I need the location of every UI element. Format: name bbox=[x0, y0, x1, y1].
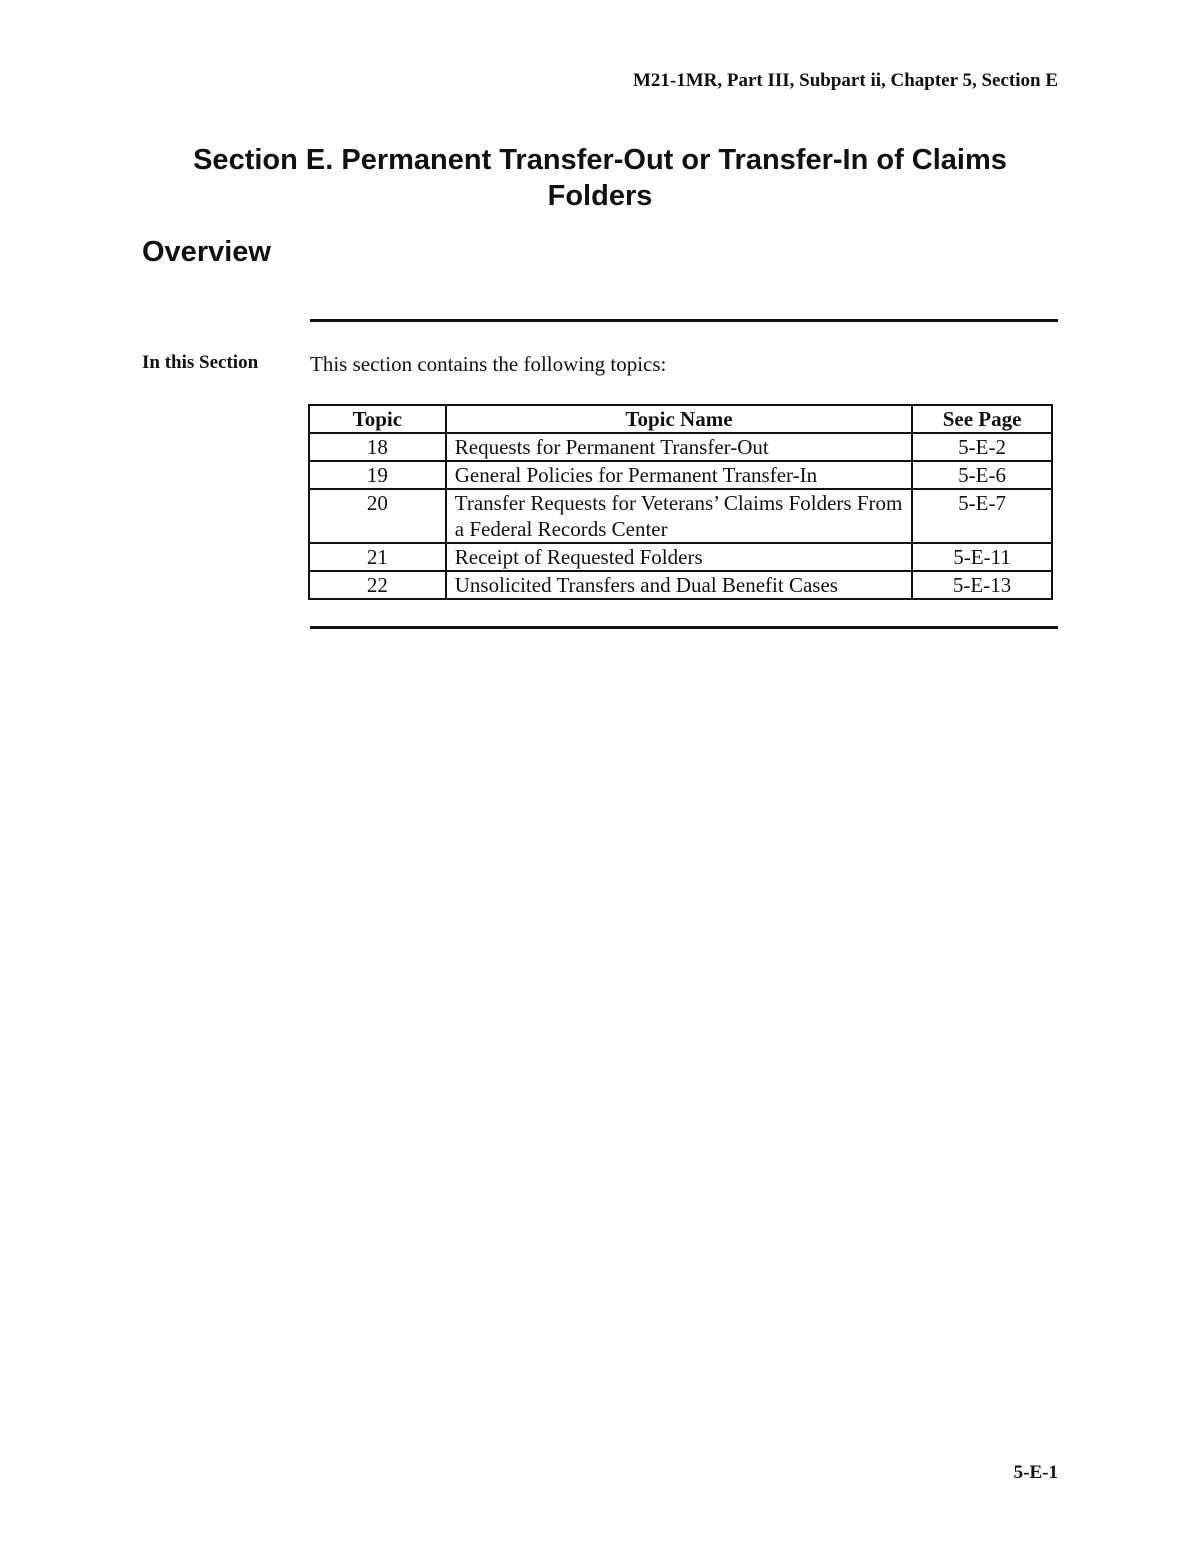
top-divider bbox=[310, 319, 1058, 322]
table-row bbox=[309, 461, 1052, 489]
table-row bbox=[309, 433, 1052, 461]
overview-heading: Overview bbox=[142, 236, 271, 268]
table-header-row bbox=[309, 405, 1052, 433]
topic-name: Receipt of Requested Folders bbox=[446, 543, 912, 571]
topic-name: Unsolicited Transfers and Dual Benefit Cases bbox=[446, 571, 912, 599]
section-title: Section E. Permanent Transfer-Out or Transfer-In of Claims Folders bbox=[193, 144, 1007, 212]
topic-name: Requests for Permanent Transfer-Out bbox=[446, 433, 912, 461]
table-row bbox=[309, 489, 1052, 543]
topic-number: 21 bbox=[309, 543, 446, 571]
topic-number: 20 bbox=[309, 489, 446, 543]
topic-number: 19 bbox=[309, 461, 446, 489]
table-row bbox=[309, 543, 1052, 571]
bottom-divider bbox=[310, 626, 1058, 629]
topic-name: General Policies for Permanent Transfer-In bbox=[446, 461, 912, 489]
block-label: In this Section bbox=[142, 352, 259, 373]
see-page: 5-E-7 bbox=[912, 489, 1052, 543]
topic-name: Transfer Requests for Veterans’ Claims Folders From a Federal Records Center bbox=[446, 489, 912, 543]
table-row bbox=[309, 571, 1052, 599]
page-number: 5-E-1 bbox=[1013, 1462, 1058, 1483]
see-page: 5-E-2 bbox=[912, 433, 1052, 461]
topics-table bbox=[308, 404, 1053, 600]
see-page: 5-E-6 bbox=[912, 461, 1052, 489]
running-header: M21-1MR, Part III, Subpart ii, Chapter 5, Section E bbox=[632, 70, 1058, 91]
topic-number: 18 bbox=[309, 433, 446, 461]
header-topic: Topic bbox=[309, 405, 446, 433]
see-page: 5-E-11 bbox=[912, 543, 1052, 571]
header-see-page: See Page bbox=[912, 405, 1052, 433]
header-topic-name: Topic Name bbox=[446, 405, 912, 433]
intro-text: This section contains the following topics: bbox=[310, 352, 667, 376]
topic-number: 22 bbox=[309, 571, 446, 599]
see-page: 5-E-13 bbox=[912, 571, 1052, 599]
